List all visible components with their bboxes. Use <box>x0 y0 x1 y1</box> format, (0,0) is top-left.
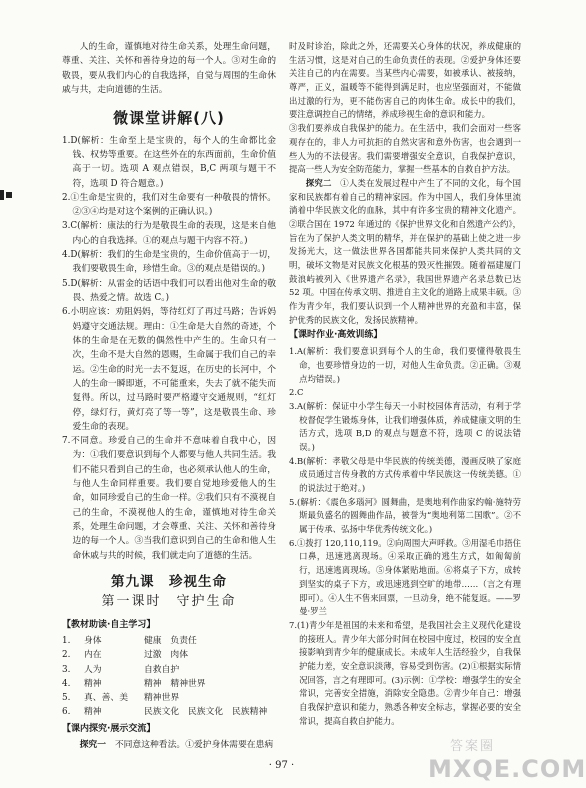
watermark-text: 答案圈 <box>450 739 496 754</box>
binding-mark-dot <box>6 192 12 198</box>
probe-text: 不同意这种看法。①爱护身体需要在患病 <box>114 740 274 751</box>
answer-item: 1.D(解析：生命至上是宝贵的，每个人的生命都比金钱、权势等重要。在这些外在的东西面前，生命价值高于一切。选项 A 观点错误，B,C 两项与题干不符，选项 D 符合题意。) <box>62 135 276 189</box>
binding-mark <box>0 190 4 200</box>
fill-blank-list <box>62 634 276 720</box>
lesson-title: 第九课 珍视生命 <box>111 573 227 590</box>
answer-item: 2.①生命是宝贵的，我们对生命要有一种敬畏的情怀。②③④均是对这个案例的正确认识。) <box>62 192 276 218</box>
fill-row: 3. 人为 自救自护 <box>62 664 180 675</box>
section-tag: 【课内探究·展示交流】 <box>62 723 156 734</box>
section-title: 微课堂讲解(八) <box>113 109 225 128</box>
lesson-subtitle: 第一课时 守护生命 <box>101 594 237 610</box>
answer-item: 6.小明应该：劝阻妈妈，等待红灯了再过马路；告诉妈妈遵守交通法规。理由：①生命是大自然的奇迹，个体的生命是在无数的偶然性中产生的。生命只有一次，生命不是大自然的恩赐，生命属于我们自己的幸运。②生命的时光一去不复返，在历史的长河中，个人的生命一瞬即逝，不可能重来，失去了就不能失而复得。所以，过马路时要严格遵守交通规则，“红灯停，绿灯行，黄灯亮了等一等”，这是敬畏生命、珍爱生命的表现。 <box>62 307 276 432</box>
section-tag: 【课时作业·高效训练】 <box>289 330 383 341</box>
continued-paragraph: 时及时诊治，除此之外，还需要关心身体的状况，养成健康的生活习惯，这是对自己的生命负责任的表现。②爱护身体还要关注自己的内在需要。当某些内心需要，如被承认、被接纳，尊严，正义，温暖等不能得到满足时，也应坚强面对，不能做出过激的行为，更不能伤害自己的肉体生命。成长中的我们，要注意调控自己的情绪，养成珍视生命的意识和能力。 <box>289 41 521 120</box>
right-column <box>289 40 521 728</box>
watermark-text: MXQE.COM <box>428 755 586 783</box>
answer-item: 5.D(解析：从雷金的话语中我们可以看出他对生命的敬畏、热爱之情。故选 C。) <box>62 278 276 303</box>
fill-row: 2. 内在 过激 肉体 <box>62 650 188 661</box>
answer-item: 3.C(解析：康法的行为是敬畏生命的表现，这是来自他内心的自我选择。①的观点与题干内容不符。) <box>62 221 276 246</box>
probe-label: 探究一 <box>79 740 106 751</box>
fill-row: 4. 精神 精神 精神世界 <box>62 678 206 689</box>
probe-one <box>62 738 276 752</box>
homework-item: 4.B(解析：孝敬父母是中华民族的传统美德，漫画反映了家庭成员通过言传身教的方式传承着中华民族这一传统美德。①的说法过于绝对。) <box>289 455 521 493</box>
continued-paragraph: ③我们要养成自我保护的能力。在生活中，我们会面对一些客观存在的，非人力可抗拒的自然灾害和意外伤害，也会遇到一些人为的不法侵害。我们需要增强安全意识，自我保护意识，提高一些人为安全防范能力，掌握一些基本的自救自护方法。 <box>289 123 521 175</box>
answer-item: 7.不同意。珍爱自己的生命并不意味着自我中心，因为：①我们要意识到每个人都要与他人共同生活。我们不能只看到自己的生命，也必须承认他人的生命，与他人生命同样重要。我们要自觉地珍爱他人的生命，如同珍爱自己的生命一样。②我们只有不漠视自己的生命，不漠视他人的生命，谨慎地对待生命关系，处理生命问题，才会尊重、关注、关怀和善待身边的每一个人。③当我们意识到自己的生命和他人生命休戚与共的时候，我们就走向了道德的生活。 <box>62 436 276 561</box>
fill-row: 5. 真、善、美 精神世界 <box>62 693 180 704</box>
probe-label: 探究二 <box>305 177 332 188</box>
intro-paragraph: 人的生命，谨慎地对待生命关系，处理生命问题，尊重、关注、关怀和善待身边的每一个人。③对生命的敬畏，要从我们内心的自我选择，自觉与周围的生命休戚与共，走向道德的生活。 <box>62 42 276 95</box>
fill-row: 1. 身体 健康 负责任 <box>62 635 197 646</box>
homework-item: 3.A(解析：保证中小学生每天一小时校园体育活动，有利于学校督促学生锻炼身体，让我们增强体质，养成健康文明的生活方式，选项 B,D 的观点与题意不符，选项 C 的说法错误。) <box>289 400 521 452</box>
fill-row: 6. 精神 民族文化 民族文化 民族精神 <box>62 707 268 718</box>
probe-two <box>289 177 521 328</box>
watermark-logo <box>420 733 586 783</box>
homework-item: 2.C <box>289 387 304 398</box>
probe-text: ①人类在发展过程中产生了不同的文化，每个国家和民族都有着自己的精神家园。作为中国人，我们身体里流淌着中华民族文化的血脉，其中有许多宝贵的精神文化遗产。②联合国在 1972 年通过的《保护世界文化和自然遗产公约》，旨在为了保护人类文明的精华，并在保护的基础上使之进一步发扬光大，这一做法世界各国都能共同来保护人类共同的文明，破坏文物是对民族文化根基的毁灭性摧毁。随着福建厦门鼓浪屿被列入《世界遗产名录》，我国世界遗产名录总数已达 52 项。中国在传承文明、推进自主文化的道路上成果丰硕。③作为青少年，我们要认识到一个人精神世界的充盈和丰富，保护优秀的民族文化，发扬民族精神。 <box>289 177 522 325</box>
homework-item: 7.(1)青少年是祖国的未来和希望，是我国社会主义现代化建设的接班人。青少年大部分时间在校园中度过，校园的安全直接影响到青少年的健康成长。未成年人生活经验少，自我保护能力差，安全意识淡薄，容易受到伤害。(2)①根据实际情况回答，言之有理即可。(3)示例：①学校：增强学生的安全常识，完善安全措施，消除安全隐患。②青少年自己：增强自我保护意识和能力，熟悉各种安全标志，掌握必要的安全常识，提高自救自护能力。 <box>289 619 521 726</box>
homework-item: 6.①拨打 120,110,119。②向周围大声呼救。③用湿毛巾捂住口鼻，迅速逃离现场。④采取正确的逃生方式，如匍匐前行，迅速逃离现场。⑤身体紧贴地面。⑥将桌子下方，成转到坚实的桌子下方，或迅速逃到空旷的地带……（言之有理即可）。④人生不售来回票，一旦动身，绝不能复返。——罗曼·罗兰 <box>289 537 522 617</box>
left-column <box>62 40 276 752</box>
answer-item: 4.D(解析：我们的生命是宝贵的，生命价值高于一切，我们要敬畏生命，珍惜生命。③的观点是错误的。) <box>62 250 276 275</box>
homework-item: 5.(解析：《震色多瑙河》圆舞曲，是奥地利作曲家约翰·施特劳斯最负盛名的圆舞曲作品，被誉为“奥地利第二国歌”。②不属于传承、弘扬中华优秀传统文化。) <box>289 496 521 535</box>
homework-item: 1.A(解析：我们要意识到每个人的生命，我们要懂得敬畏生命，也要珍惜身边的一切，对他人生命负责。②正确。③观点均错误。) <box>289 346 521 384</box>
section-tag: 【教材助读·自主学习】 <box>62 619 156 630</box>
page-number: · 97 · <box>268 760 295 771</box>
